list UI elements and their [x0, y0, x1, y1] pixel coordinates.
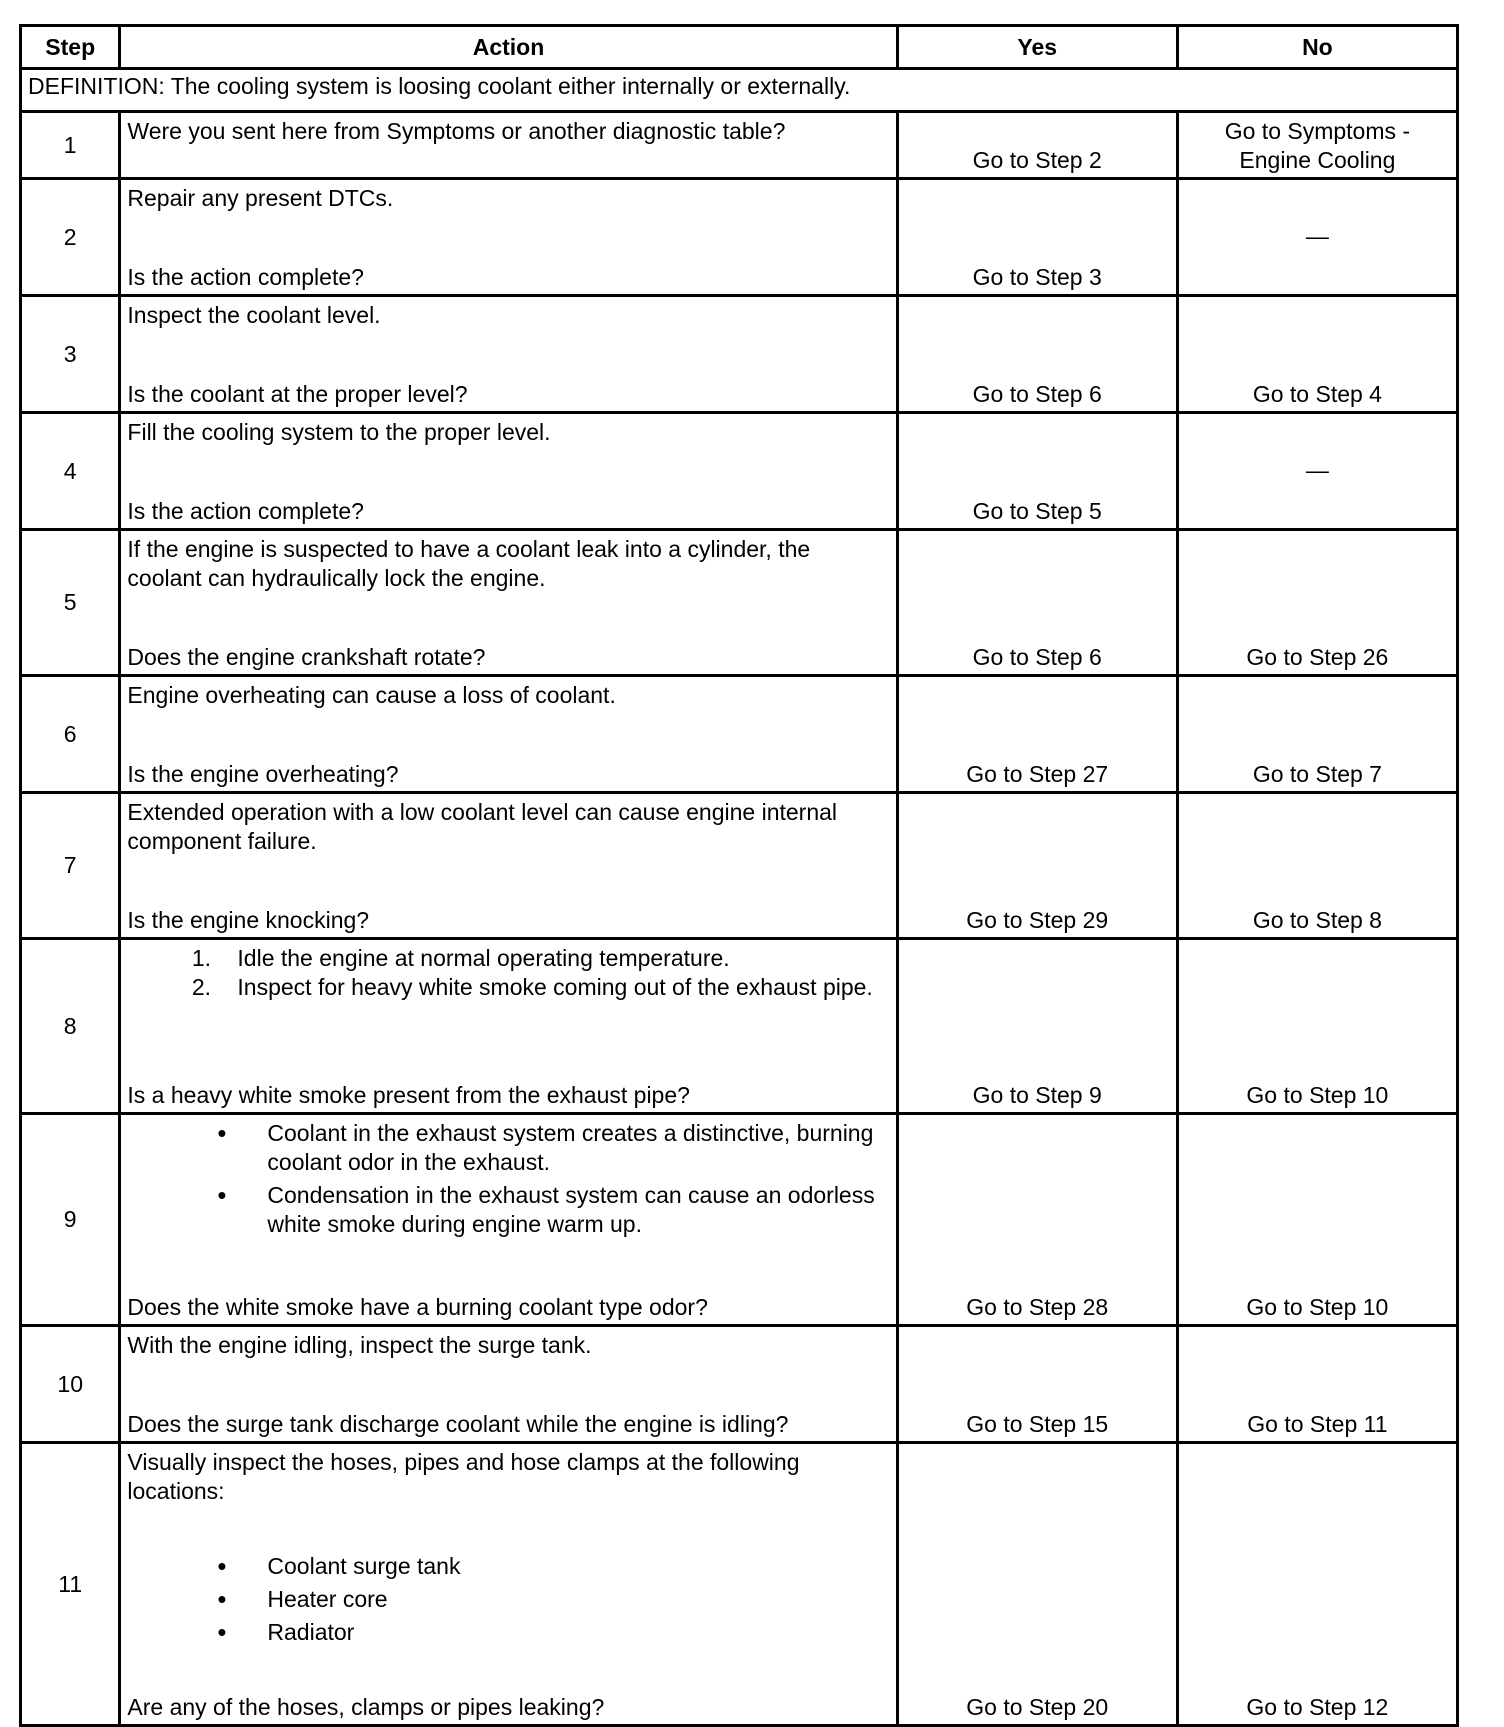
step-number: 7 [21, 793, 120, 939]
yes-cell: Go to Step 20 [897, 1443, 1177, 1726]
action-question: Does the surge tank discharge coolant while the engine is idling? [127, 1411, 789, 1437]
header-step: Step [21, 26, 120, 69]
action-text: Visually inspect the hoses, pipes and hose clamps at the following locations: [127, 1449, 800, 1504]
table-row [21, 112, 1458, 179]
action-question: Are any of the hoses, clamps or pipes leaking? [127, 1694, 605, 1720]
action-text: If the engine is suspected to have a coolant leak into a cylinder, the coolant can hydraulically lock the engine. [127, 536, 811, 591]
step-number: 1 [21, 112, 120, 179]
no-cell: Go to Step 10 [1177, 1114, 1457, 1326]
action-text: Fill the cooling system to the proper level. [127, 419, 551, 445]
action-question: Is the action complete? [127, 264, 364, 290]
list-item: 1. Idle the engine at normal operating temperature. [217, 944, 889, 973]
table-row [21, 296, 1458, 413]
table-row [21, 793, 1458, 939]
no-cell: — [1177, 179, 1457, 296]
yes-cell: Go to Step 29 [897, 793, 1177, 939]
table-row [21, 1114, 1458, 1326]
action-cell [120, 1326, 897, 1443]
list-item: • Coolant in the exhaust system creates a distinctive, burning coolant odor in the exhaust. [217, 1119, 889, 1177]
step-number: 10 [21, 1326, 120, 1443]
step-number: 2 [21, 179, 120, 296]
action-question: Does the white smoke have a burning coolant type odor? [127, 1294, 708, 1320]
definition-row [21, 69, 1458, 112]
no-cell: Go to Step 11 [1177, 1326, 1457, 1443]
table-row [21, 939, 1458, 1114]
yes-cell: Go to Step 9 [897, 939, 1177, 1114]
step-number: 6 [21, 676, 120, 793]
yes-cell: Go to Step 2 [897, 112, 1177, 179]
yes-cell: Go to Step 5 [897, 413, 1177, 530]
step-number: 3 [21, 296, 120, 413]
yes-cell: Go to Step 27 [897, 676, 1177, 793]
diagnostic-table [19, 24, 1459, 1727]
bullet-list [127, 1550, 889, 1649]
action-cell [120, 530, 897, 676]
yes-cell: Go to Step 6 [897, 530, 1177, 676]
list-item: • Condensation in the exhaust system can cause an odorless white smoke during engine warm up. [217, 1181, 889, 1239]
action-cell [120, 1443, 897, 1726]
no-cell: Go to Symptoms - Engine Cooling [1177, 112, 1457, 179]
definition-text: DEFINITION: The cooling system is loosing coolant either internally or externally. [21, 69, 1458, 112]
yes-cell: Go to Step 3 [897, 179, 1177, 296]
list-item: 2. Inspect for heavy white smoke coming out of the exhaust pipe. [217, 973, 889, 1002]
action-cell [120, 939, 897, 1114]
no-cell: — [1177, 413, 1457, 530]
action-cell [120, 296, 897, 413]
action-text: Engine overheating can cause a loss of coolant. [127, 682, 616, 708]
action-text: Inspect the coolant level. [127, 302, 381, 328]
no-cell: Go to Step 7 [1177, 676, 1457, 793]
no-cell: Go to Step 8 [1177, 793, 1457, 939]
step-number: 4 [21, 413, 120, 530]
list-item: • Coolant surge tank [217, 1550, 889, 1583]
action-text: Extended operation with a low coolant level can cause engine internal component failure. [127, 799, 838, 854]
action-cell [120, 676, 897, 793]
numbered-list [127, 944, 889, 1002]
table-row [21, 676, 1458, 793]
list-item: • Radiator [217, 1616, 889, 1649]
no-cell: Go to Step 26 [1177, 530, 1457, 676]
yes-cell: Go to Step 6 [897, 296, 1177, 413]
action-text: Repair any present DTCs. [127, 185, 394, 211]
action-question: Does the engine crankshaft rotate? [127, 644, 486, 670]
action-cell [120, 112, 897, 179]
table-row [21, 1443, 1458, 1726]
no-cell: Go to Step 12 [1177, 1443, 1457, 1726]
table-row [21, 413, 1458, 530]
yes-cell: Go to Step 15 [897, 1326, 1177, 1443]
action-question: Is the engine knocking? [127, 907, 370, 933]
step-number: 9 [21, 1114, 120, 1326]
step-number: 8 [21, 939, 120, 1114]
list-item: • Heater core [217, 1583, 889, 1616]
header-yes: Yes [897, 26, 1177, 69]
no-cell: Go to Step 10 [1177, 939, 1457, 1114]
table-row [21, 179, 1458, 296]
bullet-list [127, 1119, 889, 1243]
action-cell [120, 413, 897, 530]
action-cell [120, 179, 897, 296]
action-cell [120, 1114, 897, 1326]
yes-cell: Go to Step 28 [897, 1114, 1177, 1326]
action-question: Is the engine overheating? [127, 761, 399, 787]
no-cell: Go to Step 4 [1177, 296, 1457, 413]
table-row [21, 1326, 1458, 1443]
step-number: 5 [21, 530, 120, 676]
action-text: With the engine idling, inspect the surge tank. [127, 1332, 592, 1358]
step-number: 11 [21, 1443, 120, 1726]
table-row [21, 530, 1458, 676]
header-no: No [1177, 26, 1457, 69]
action-text: Were you sent here from Symptoms or another diagnostic table? [127, 118, 786, 144]
header-row [21, 26, 1458, 69]
action-question: Is a heavy white smoke present from the exhaust pipe? [127, 1082, 690, 1108]
action-question: Is the action complete? [127, 498, 364, 524]
action-question: Is the coolant at the proper level? [127, 381, 468, 407]
action-cell [120, 793, 897, 939]
header-action: Action [120, 26, 897, 69]
